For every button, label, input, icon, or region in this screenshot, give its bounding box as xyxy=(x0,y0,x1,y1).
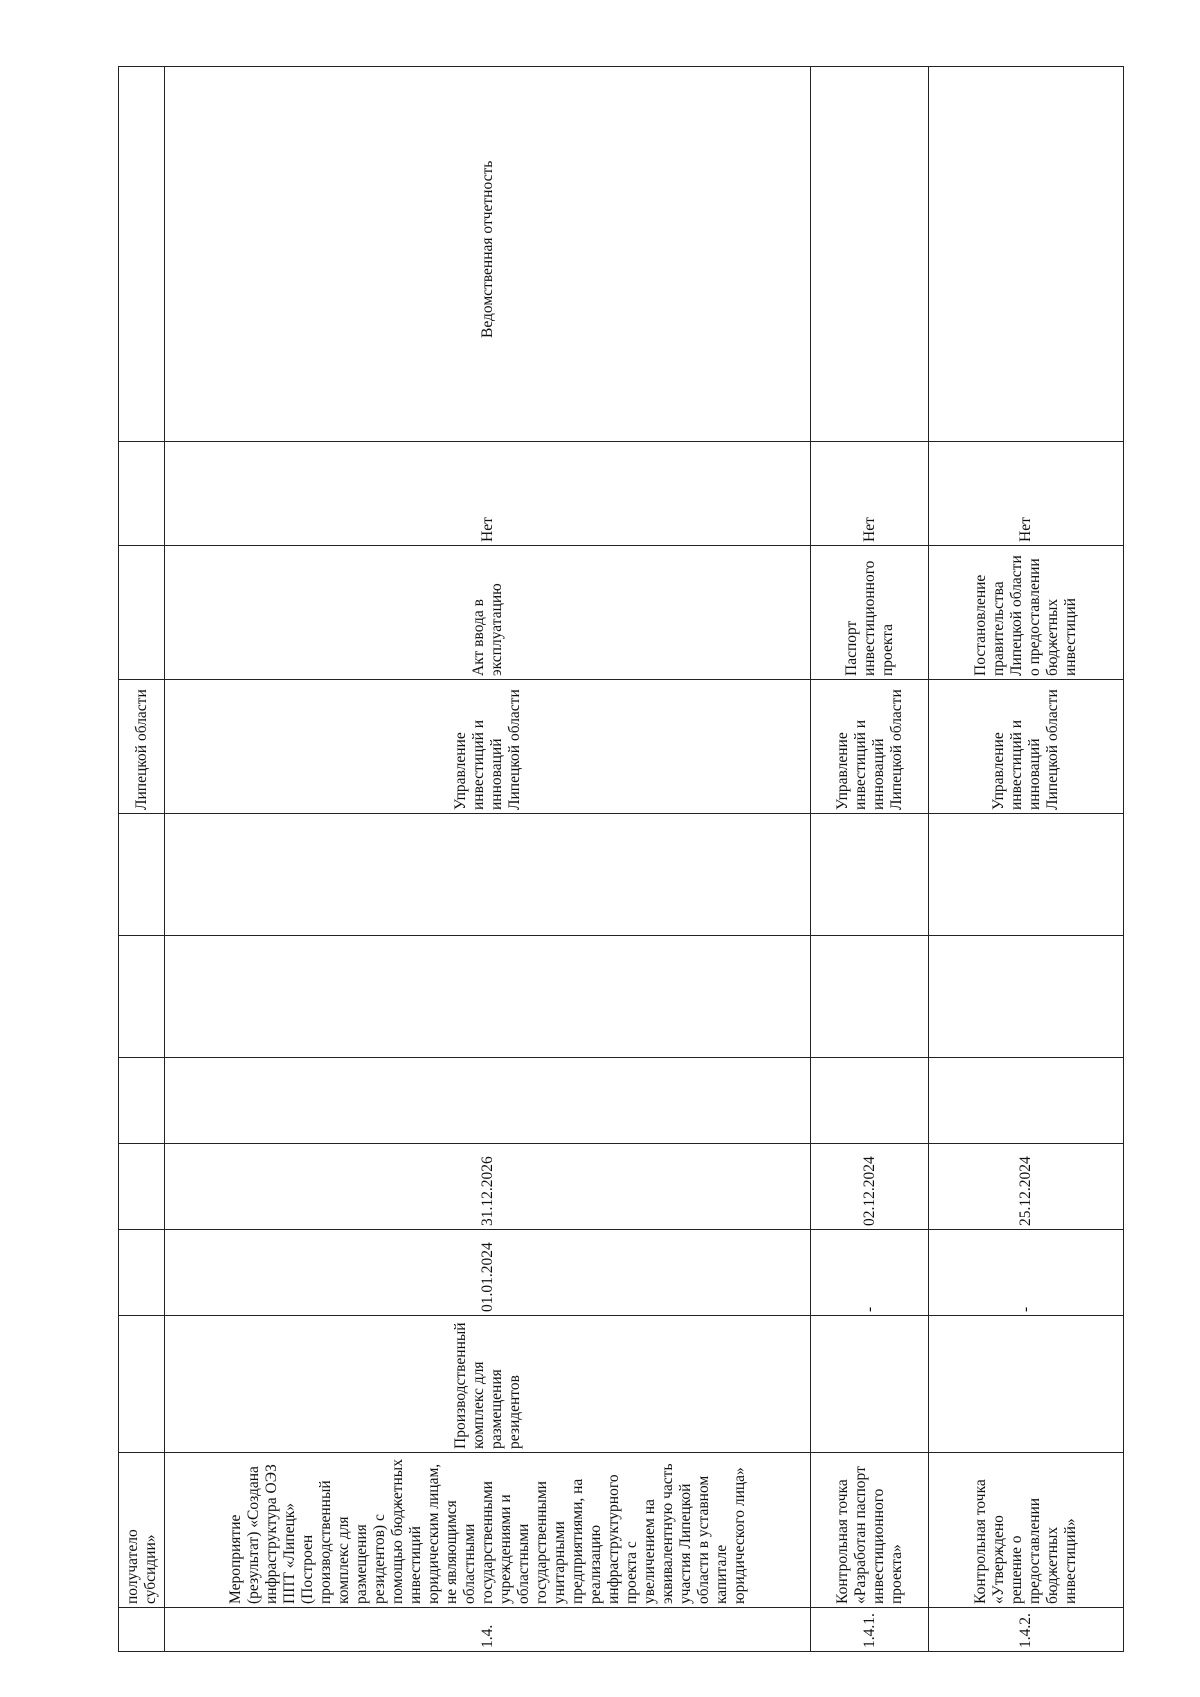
cell-responsible: Управление инвестиций и инноваций Липецкой области xyxy=(929,680,1124,814)
cell-system xyxy=(929,67,1124,442)
plan-table xyxy=(118,66,1124,1652)
table-row-1-4-1 xyxy=(811,67,929,1652)
cell-result xyxy=(929,1316,1124,1453)
cell-document-head xyxy=(119,546,165,680)
cell-end-date xyxy=(929,1144,1124,1230)
cell-result-head xyxy=(119,1316,165,1453)
cell-responsible: Управление инвестиций и инноваций Липецкой области xyxy=(165,680,811,814)
cell-document: Постановление правительства Липецкой области о предоставлении бюджетных инвестиций xyxy=(929,546,1124,680)
start-date: 01.01.2024 xyxy=(478,1242,496,1312)
cell-flag: Нет xyxy=(165,442,811,546)
cell-name: Мероприятие (результат) «Создана инфраструктура ОЭЗ ППТ «Липецк» (Построен производственный комплекс для размещения резидентов) с помощью бюджетных инвестиций юридическим лицам, не являющимся областными государственными учреждениями и областными государственными унитарными предприятиями, на реализацию инфраструктурного проекта с увеличением на эквивалентную часть участия Липецкой области в уставном капитале юридического лица» xyxy=(165,1453,811,1608)
table-row-continuation xyxy=(119,67,165,1652)
cell-document: Акт ввода в эксплуатацию xyxy=(165,546,811,680)
rotated-page xyxy=(118,67,1123,1652)
cell-start-date xyxy=(165,1230,811,1316)
cell-c7 xyxy=(165,936,811,1058)
cell-document: Паспорт инвестиционного проекта xyxy=(811,546,929,680)
cell-c8 xyxy=(165,814,811,936)
cell-c8-head xyxy=(119,814,165,936)
cell-c6 xyxy=(811,1058,929,1144)
cell-result: Производственный комплекс для размещения резидентов xyxy=(165,1316,811,1453)
cell-system xyxy=(165,67,811,442)
cell-num: 1.4. xyxy=(165,1608,811,1652)
cell-name-head: получатело субсидии» xyxy=(119,1453,165,1608)
table-row-1-4-2 xyxy=(929,67,1124,1652)
cell-c8 xyxy=(811,814,929,936)
cell-c6 xyxy=(929,1058,1124,1144)
cell-c7 xyxy=(929,936,1124,1058)
cell-start-date: - xyxy=(929,1230,1124,1316)
cell-num-head xyxy=(119,1608,165,1652)
cell-num: 1.4.2. xyxy=(929,1608,1124,1652)
cell-c7 xyxy=(811,936,929,1058)
cell-flag-head xyxy=(119,442,165,546)
cell-start-date: - xyxy=(811,1230,929,1316)
cell-flag: Нет xyxy=(811,442,929,546)
cell-num: 1.4.1. xyxy=(811,1608,929,1652)
cell-c7-head xyxy=(119,936,165,1058)
cell-c6-head xyxy=(119,1058,165,1144)
cell-name: Контрольная точка «Утверждено решение о предоставлении бюджетных инвестиций» xyxy=(929,1453,1124,1608)
end-date: 02.12.2024 xyxy=(860,1156,878,1226)
cell-responsible-head: Липецкой области xyxy=(119,680,165,814)
cell-start-head xyxy=(119,1230,165,1316)
cell-name: Контрольная точка «Разработан паспорт инвестиционного проекта» xyxy=(811,1453,929,1608)
end-date: 25.12.2024 xyxy=(1017,1156,1034,1226)
cell-end-date xyxy=(165,1144,811,1230)
system-text: Ведомственная отчетность xyxy=(478,160,496,338)
cell-end-date xyxy=(811,1144,929,1230)
cell-flag: Нет xyxy=(929,442,1124,546)
table-row-1-4 xyxy=(165,67,811,1652)
cell-result xyxy=(811,1316,929,1453)
cell-responsible: Управление инвестиций и инноваций Липецкой области xyxy=(811,680,929,814)
cell-system xyxy=(811,67,929,442)
cell-c8 xyxy=(929,814,1124,936)
cell-end-head xyxy=(119,1144,165,1230)
cell-system-head xyxy=(119,67,165,442)
end-date: 31.12.2026 xyxy=(478,1156,496,1226)
cell-c6 xyxy=(165,1058,811,1144)
